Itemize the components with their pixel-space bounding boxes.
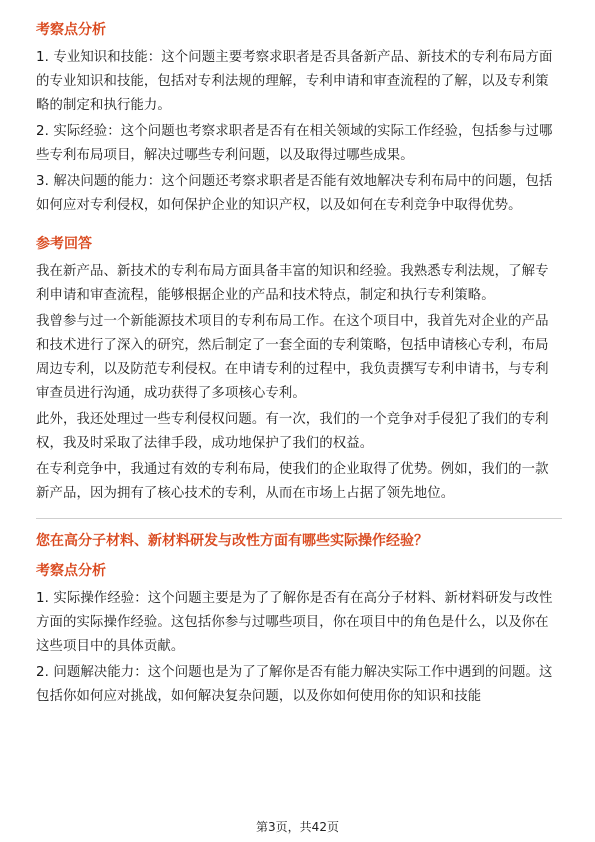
question-title: 您在高分子材料、新材料研发与改性方面有哪些实际操作经验？	[36, 533, 428, 549]
analysis-heading: 考察点分析	[36, 22, 106, 38]
spacer	[36, 220, 562, 234]
analysis-item-3: 3. 解决问题的能力：这个问题还考察求职者是否能有效地解决专利布局中的问题，包括如何应对专利侵权，如何保护企业的知识产权，以及如何在专利竞争中取得优势。	[36, 174, 553, 213]
reference-answer-heading: 参考回答	[36, 236, 92, 252]
answer-paragraph-3: 此外，我还处理过一些专利侵权问题。有一次，我们的一个竞争对手侵犯了我们的专利权，我及时采取了法律手段，成功地保护了我们的权益。	[36, 412, 549, 451]
answer-paragraph-2: 我曾参与过一个新能源技术项目的专利布局工作。在这个项目中，我首先对企业的产品和技术进行了深入的研究，然后制定了一套全面的专利策略，包括申请核心专利，布局周边专利，以及防范专利侵权。在申请专利的过程中，我负责撰写专利申请书，与专利审查员进行沟通，成功获得了多项核心专利。	[36, 314, 549, 401]
answer-paragraph-1: 我在新产品、新技术的专利布局方面具备丰富的知识和经验。我熟悉专利法规，了解专利申请和审查流程，能够根据企业的产品和技术特点，制定和执行专利策略。	[36, 264, 549, 303]
page-number-footer: 第3页，共42页	[256, 820, 339, 834]
analysis-heading-2: 考察点分析	[36, 563, 106, 579]
page-content	[36, 20, 562, 711]
analysis-item-1: 1. 专业知识和技能：这个问题主要考察求职者是否具备新产品、新技术的专利布局方面的专业知识和技能，包括对专利法规的理解，专利申请和审查流程的了解，以及专利策略的制定和执行能力。	[36, 50, 553, 113]
analysis2-item-1: 1. 实际操作经验：这个问题主要是为了了解你是否有在高分子材料、新材料研发与改性方面的实际操作经验。这包括你参与过哪些项目，你在项目中的角色是什么，以及你在这些项目中的具体贡献。	[36, 591, 553, 654]
section-divider	[36, 518, 562, 519]
analysis-item-2: 2. 实际经验：这个问题也考察求职者是否有在相关领域的实际工作经验，包括参与过哪些专利布局项目，解决过哪些专利问题，以及取得过哪些成果。	[36, 124, 553, 163]
answer-paragraph-4: 在专利竞争中，我通过有效的专利布局，使我们的企业取得了优势。例如，我们的一款新产品，因为拥有了核心技术的专利，从而在市场上占据了领先地位。	[36, 462, 549, 501]
analysis2-item-2: 2. 问题解决能力：这个问题也是为了了解你是否有能力解决实际工作中遇到的问题。这包括你如何应对挑战，如何解决复杂问题，以及你如何使用你的知识和技能	[36, 665, 553, 704]
